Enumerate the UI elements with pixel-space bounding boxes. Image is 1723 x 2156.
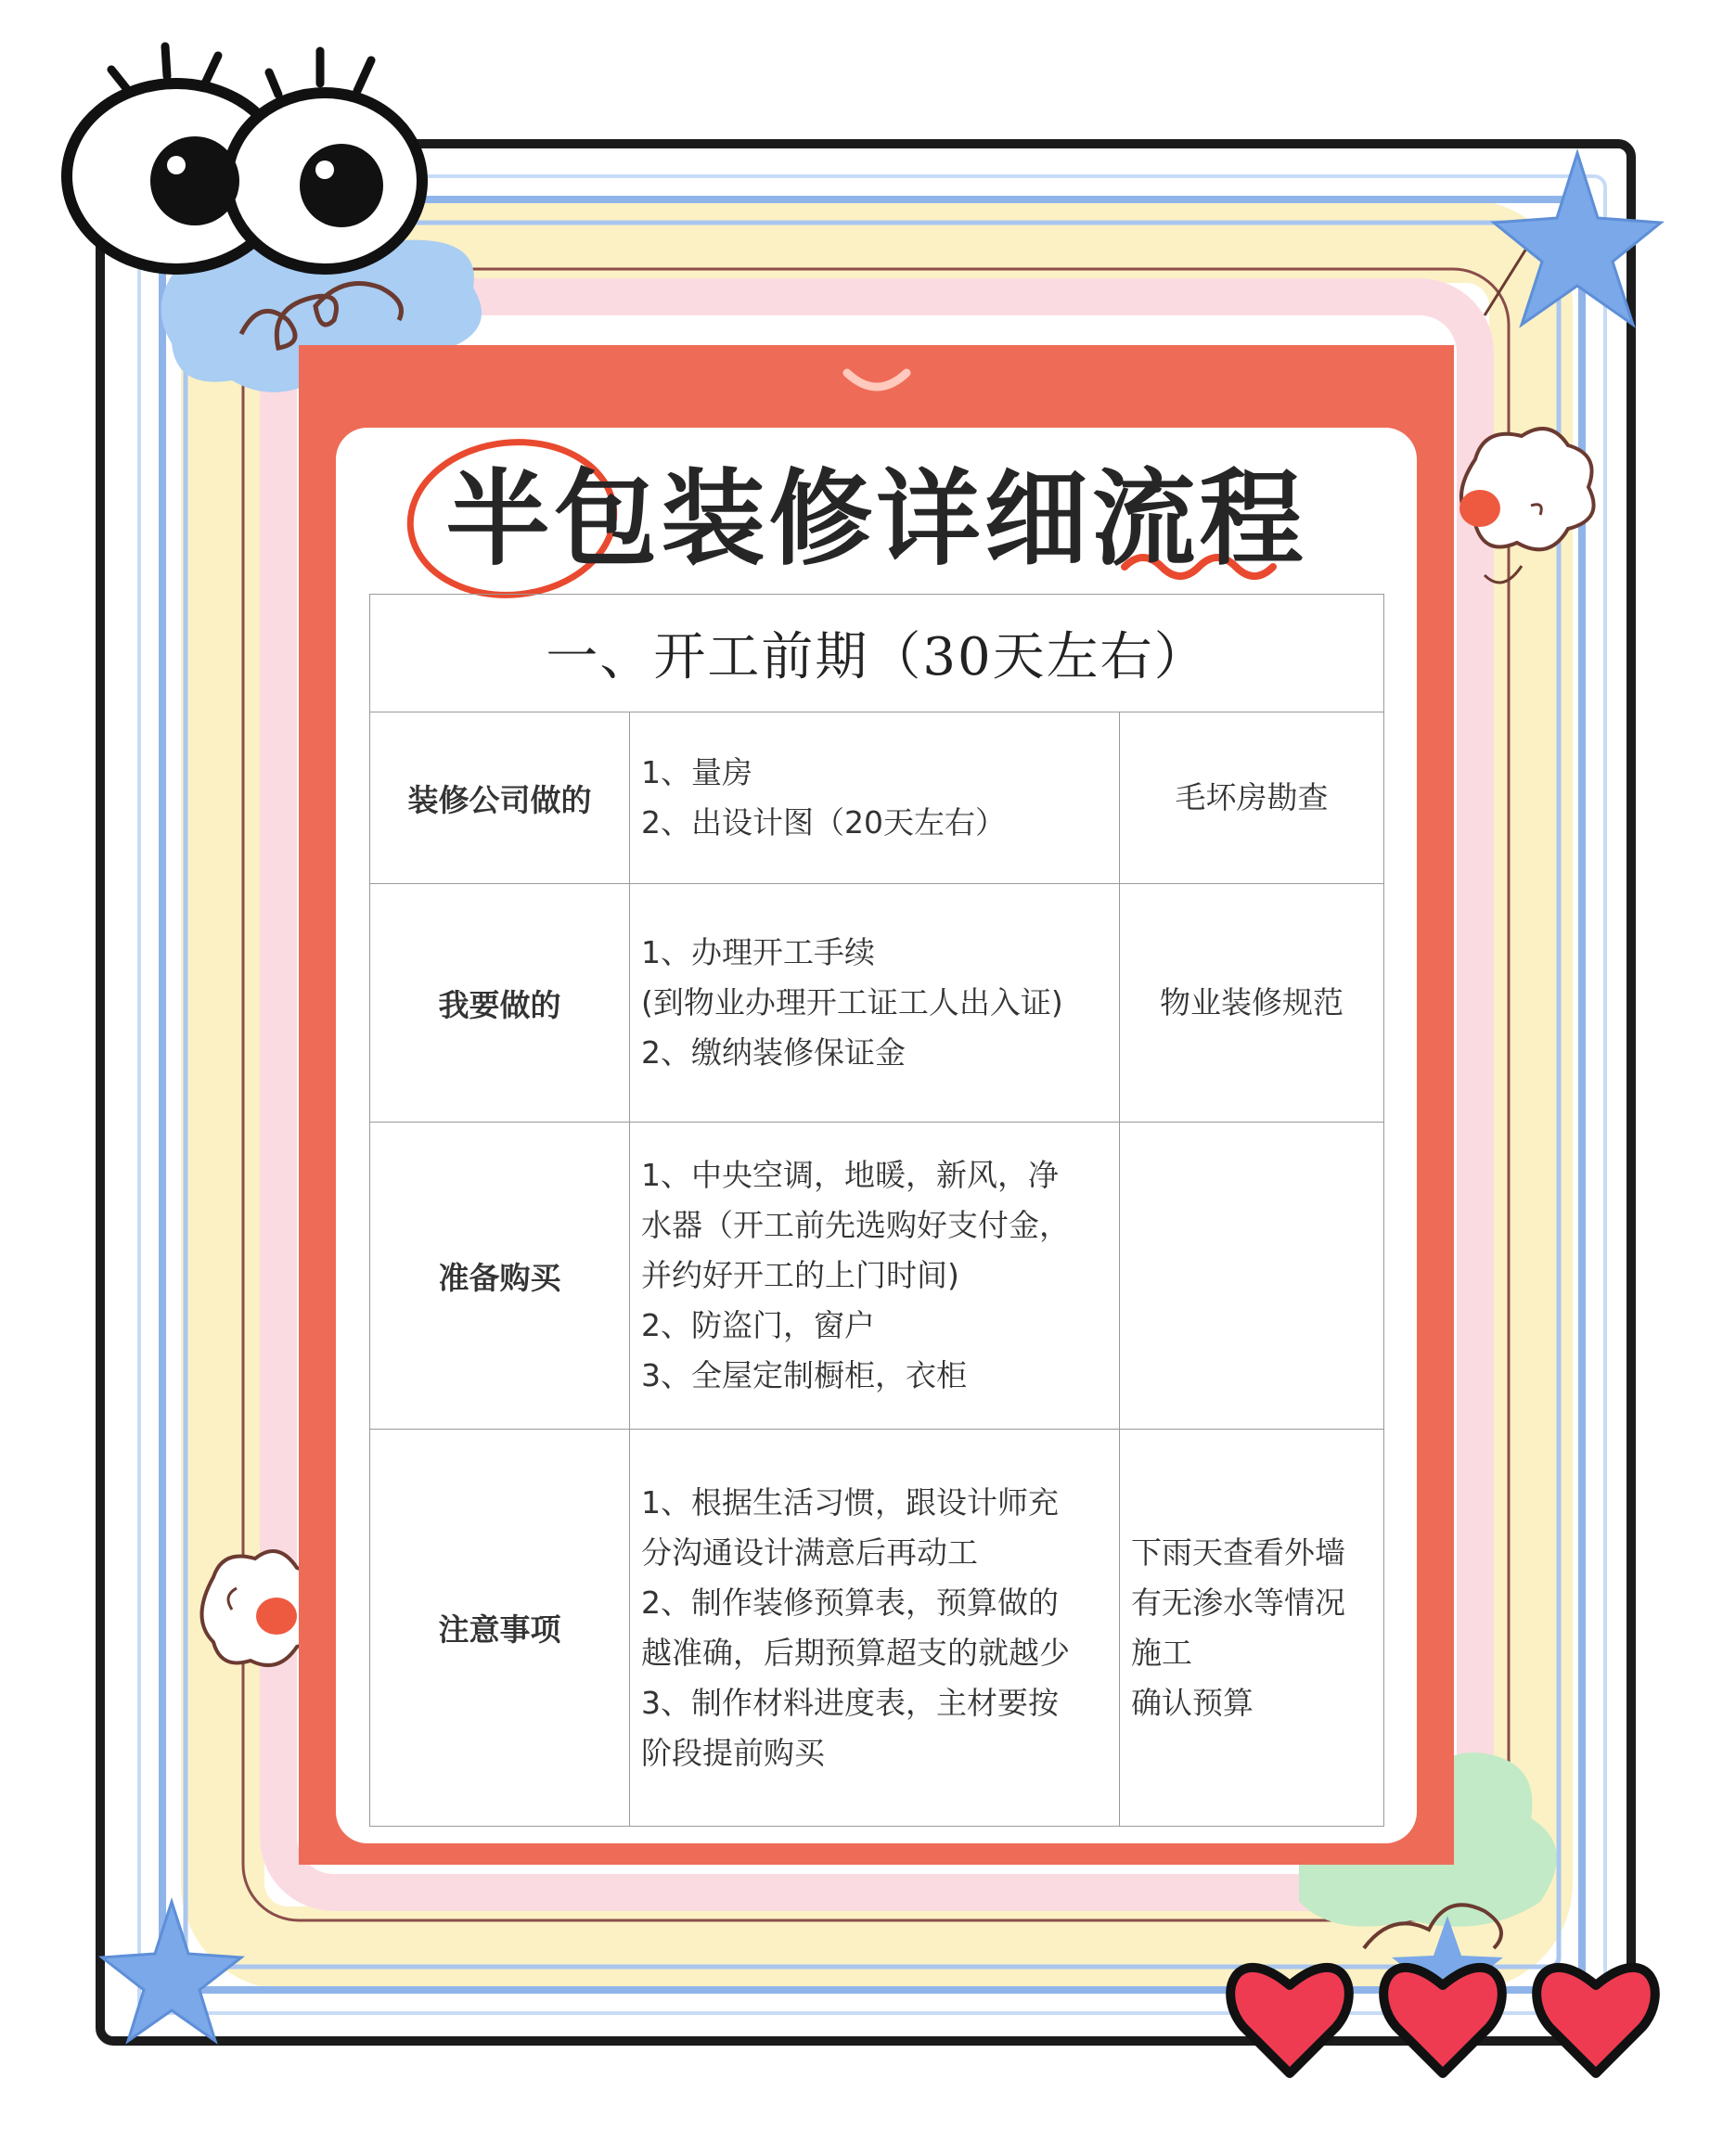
note-line: 毛坏房勘查: [1175, 779, 1329, 815]
row-label: 装修公司做的: [370, 712, 630, 884]
item-line: 水器（开工前先选购好支付金，: [641, 1207, 1070, 1243]
item-line: 1、根据生活习惯，跟设计师充: [641, 1483, 1059, 1521]
note-line: 有无渗水等情况: [1131, 1584, 1345, 1621]
heart-icon: [1537, 1968, 1655, 2073]
row-label: 注意事项: [370, 1430, 630, 1827]
row-note: [1120, 884, 1384, 1123]
item-line: 1、办理开工手续: [641, 934, 875, 970]
section-header-row: [370, 595, 1384, 712]
item-line: 2、制作装修预算表，预算做的: [641, 1584, 1059, 1621]
heart-icon: [1230, 1968, 1349, 2073]
table-row: [370, 1430, 1384, 1827]
item-line: 1、中央空调，地暖，新风，净: [641, 1157, 1059, 1193]
item-line: 1、量房: [641, 754, 752, 790]
note-line: 确认预算: [1131, 1684, 1254, 1721]
item-line: 阶段提前购买: [641, 1734, 825, 1771]
item-line: 3、制作材料进度表，主材要按: [641, 1684, 1059, 1721]
item-line: 2、出设计图（20天左右）: [641, 804, 1006, 841]
row-items: [630, 1430, 1120, 1827]
main-card: [299, 345, 1454, 1865]
page-title: 半包装修详细流程: [445, 459, 1307, 580]
table-row: [370, 1123, 1384, 1430]
row-label: 准备购买: [370, 1123, 630, 1430]
section-title: 一、开工前期（30天左右）: [370, 595, 1384, 712]
item-line: 2、缴纳装修保证金: [641, 1034, 906, 1071]
note-line: 施工: [1131, 1634, 1192, 1671]
eyes-icon: [67, 46, 422, 269]
row-note: [1120, 712, 1384, 884]
item-line: 3、全屋定制橱柜，衣柜: [641, 1357, 967, 1393]
row-note: [1120, 1123, 1384, 1430]
chevron-down-icon: [840, 366, 914, 403]
process-table: [369, 594, 1384, 1827]
note-line: 物业装修规范: [1160, 984, 1344, 1020]
heart-icon: [1383, 1968, 1502, 2073]
item-line: 分沟通设计满意后再动工: [641, 1534, 978, 1571]
row-items: [630, 884, 1120, 1123]
content-panel: [336, 428, 1417, 1843]
item-line: 并约好开工的上门时间): [641, 1257, 959, 1293]
table-row: [370, 884, 1384, 1123]
row-items: [630, 712, 1120, 884]
item-line: 2、防盗门，窗户: [641, 1307, 875, 1343]
row-items: [630, 1123, 1120, 1430]
note-line: 下雨天查看外墙: [1131, 1534, 1345, 1571]
item-line: 越准确，后期预算超支的就越少: [641, 1634, 1070, 1671]
item-line: (到物业办理开工证工人出入证): [641, 984, 1063, 1020]
row-label: 我要做的: [370, 884, 630, 1123]
row-note: [1120, 1430, 1384, 1827]
table-row: [370, 712, 1384, 884]
